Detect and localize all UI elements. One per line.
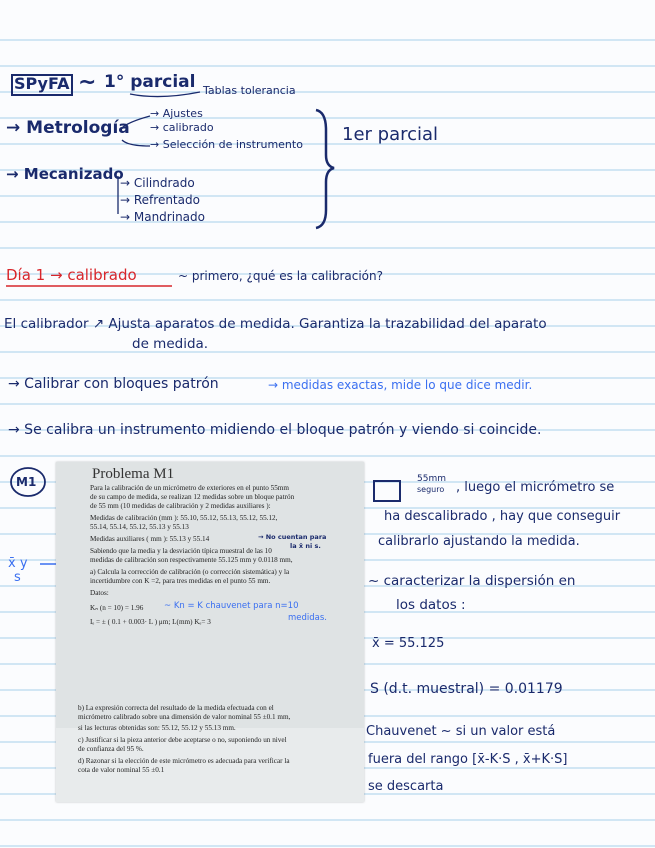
ajustes-label: → Ajustes (150, 107, 203, 120)
problem-line: Kₙ (n = 10) = 1.96 (90, 604, 144, 612)
refrentado-label: → Refrentado (120, 193, 200, 207)
annot-kn-2: medidas. (288, 613, 328, 623)
part-b-line: cota de valor nominal 55 ±0.1 (78, 766, 165, 774)
metrologia-label: → Metrología (6, 118, 130, 138)
problem-line: Iₑ = ± ( 0.1 + 0.003· L ) μm; L(mm) Kₑ= 3 (90, 618, 211, 626)
part-b-line: de confianza del 95 %. (78, 745, 144, 753)
chauvenet-line-2: fuera del rango [x̄-K·S , x̄+K·S] (368, 752, 568, 767)
subject-title: SPyFA (14, 74, 70, 93)
brace-shape (316, 110, 334, 228)
chauvenet-line-3: se descarta (368, 779, 444, 794)
problem-line: Medidas de calibración (mm ): 55.10, 55.12, 55.13, 55.12, 55.12, (90, 514, 278, 522)
std-value: S (d.t. muestral) = 0.01179 (370, 681, 563, 697)
caract-line-2: los datos : (396, 597, 466, 613)
problem-line: de 55 mm (10 medidas de calibración y 2 medidas auxiliares ): (90, 502, 271, 510)
day-label: Día 1 → calibrado (6, 266, 137, 284)
parcial-right: 1er parcial (342, 124, 439, 145)
tilde-connector: ~ (78, 70, 97, 95)
calibrador-line-1: El calibrador ↗ Ajusta aparatos de medida. Garantiza la trazabilidad del aparato (4, 316, 547, 332)
part-b-line: d) Razonar si la elección de este micrómetro es adecuada para verificar la (78, 757, 290, 765)
part-b-line: micrómetro calibrado sobre una dimensión de valor nominal 55 ±0.1 mm, (78, 713, 291, 721)
problem-line: incertidumbre con K =2, para tres medidas en el punto 55 mm. (90, 577, 271, 585)
parcial-heading: 1° parcial (104, 72, 196, 92)
seguro-label: seguro (417, 485, 445, 494)
mandrinado-label: → Mandrinado (120, 210, 205, 224)
seleccion-label: → Selección de instrumento (150, 138, 303, 151)
part-b-line: c) Justificar si la pieza anterior debe aceptarse o no, suponiendo un nivel (78, 736, 287, 744)
calibrar-line: → Calibrar con bloques patrón (8, 376, 219, 392)
part-b-line: si las lecturas obtenidas son: 55.12, 55.12 y 55.13 mm. (78, 724, 236, 732)
problem-line: a) Calcula la corrección de calibración (o corrección sistemática) y la (90, 568, 290, 576)
problem-title: Problema M1 (92, 466, 175, 482)
mean-s-label-2: s (14, 570, 21, 585)
problem-line: 55.14, 55.14, 55.12, 55.13 y 55.13 (90, 523, 189, 531)
problem-line: medidas de calibración son respectivamente 55.125 mm y 0.0118 mm, (90, 556, 293, 564)
problem-line: Datos: (90, 589, 109, 597)
mean-value: x̄ = 55.125 (372, 636, 445, 651)
day-question: ~ primero, ¿qué es la calibración? (178, 269, 383, 283)
right-line-2: ha descalibrado , hay que conseguir (384, 509, 621, 524)
mm55-label: 55mm (417, 474, 446, 484)
right-line-1: , luego el micrómetro se (456, 480, 615, 495)
problem-photo (56, 462, 364, 802)
calibrar-note: → medidas exactas, mide lo que dice medir. (268, 378, 533, 392)
part-b-line: b) La expresión correcta del resultado de la medida efectuada con el (78, 704, 274, 712)
tablas-tolerancia: Tablas tolerancia (203, 84, 296, 97)
problem-line: Sabiendo que la media y la desviación típica muestral de las 10 (90, 547, 272, 555)
mecanizado-label: → Mecanizado (6, 165, 124, 183)
problem-line: Medidas auxiliares ( mm ): 55.13 y 55.14 (90, 535, 210, 543)
se-calibra-line: → Se calibra un instrumento midiendo el bloque patrón y viendo si coincide. (8, 422, 542, 438)
block-icon (374, 481, 400, 501)
annot-no-cuentan-2: la x̄ ni s. (290, 542, 321, 550)
calibrador-line-2: de medida. (132, 336, 209, 352)
annot-no-cuentan: → No cuentan para (258, 533, 327, 541)
mean-s-label: x̄ y (8, 556, 28, 571)
problem-line: de su campo de medida, se realizan 12 medidas sobre un bloque patrón (90, 493, 295, 501)
right-line-3: calibrarlo ajustando la medida. (378, 534, 580, 549)
annot-kn: ~ Kn = K chauvenet para n=10 (164, 601, 299, 611)
problem-line: Para la calibración de un micrómetro de exteriores en el punto 55mm (90, 484, 289, 492)
chauvenet-line-1: Chauvenet ~ si un valor está (366, 724, 556, 739)
calibrado-label: → calibrado (150, 121, 214, 134)
cilindrado-label: → Cilindrado (120, 176, 195, 190)
caract-line-1: ~ caracterizar la dispersión en (368, 573, 576, 589)
m1-label: M1 (16, 475, 37, 489)
